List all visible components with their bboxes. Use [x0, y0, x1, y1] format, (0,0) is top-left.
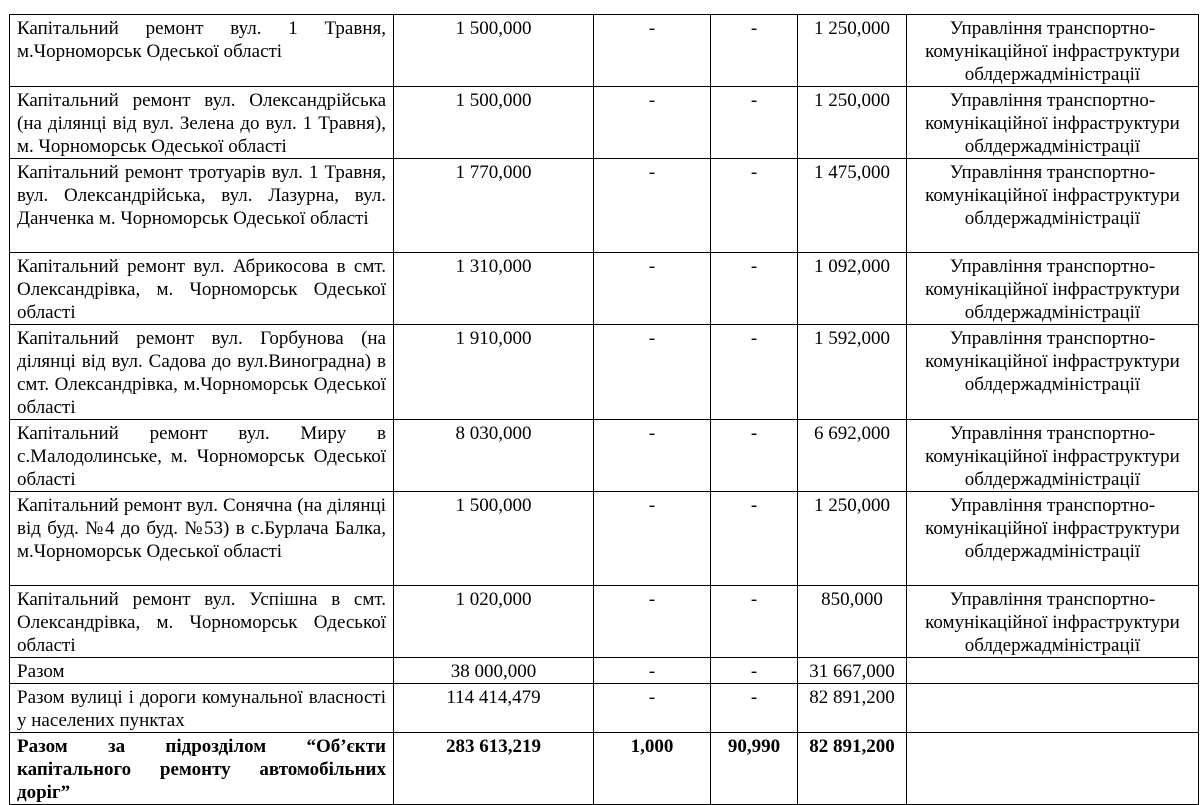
amount-col5-cell: 850,000	[798, 586, 907, 658]
amount-total-cell: 1 500,000	[394, 87, 594, 159]
budget-table	[9, 14, 1199, 805]
amount-col5-cell: 6 692,000	[798, 420, 907, 492]
object-name-cell: Капітальний ремонт вул. Олександрійська (на ділянці від вул. Зелена до вул. 1 Травня), м. Чорноморськ Одеської області	[10, 87, 394, 159]
responsible-org-cell	[907, 733, 1199, 805]
amount-col3-cell: -	[594, 492, 711, 586]
amount-col3-cell: -	[594, 159, 711, 253]
amount-col5-cell: 1 475,000	[798, 159, 907, 253]
amount-total-cell: 114 414,479	[394, 684, 594, 733]
amount-col4-cell: -	[711, 325, 798, 420]
table-row	[10, 492, 1199, 586]
amount-col3-cell: -	[594, 586, 711, 658]
amount-col3-cell: -	[594, 658, 711, 684]
amount-col4-cell: -	[711, 253, 798, 325]
object-name-cell: Капітальний ремонт вул. 1 Травня, м.Чорноморськ Одеської області	[10, 15, 394, 87]
amount-col5-cell: 82 891,200	[798, 733, 907, 805]
table-row	[10, 253, 1199, 325]
responsible-org-cell: Управління транспортно-комунікаційної інфраструктури облдержадміністрації	[907, 325, 1199, 420]
object-name-cell: Капітальний ремонт вул. Горбунова (на ділянці від вул. Садова до вул.Виноградна) в смт. Олександрівка, м.Чорноморськ Одеської області	[10, 325, 394, 420]
table-row	[10, 325, 1199, 420]
amount-col3-cell: -	[594, 15, 711, 87]
amount-col4-cell: -	[711, 658, 798, 684]
amount-col5-cell: 1 092,000	[798, 253, 907, 325]
amount-col4-cell: 90,990	[711, 733, 798, 805]
amount-col4-cell: -	[711, 586, 798, 658]
responsible-org-cell: Управління транспортно-комунікаційної інфраструктури облдержадміністрації	[907, 253, 1199, 325]
object-name-cell: Капітальний ремонт вул. Абрикосова в смт. Олександрівка, м. Чорноморськ Одеської області	[10, 253, 394, 325]
responsible-org-cell	[907, 684, 1199, 733]
amount-col3-cell: -	[594, 87, 711, 159]
amount-total-cell: 38 000,000	[394, 658, 594, 684]
object-name-cell: Капітальний ремонт вул. Сонячна (на ділянці від буд. №4 до буд. №53) в с.Бурлача Балка, м.Чорноморськ Одеської області	[10, 492, 394, 586]
amount-total-cell: 1 500,000	[394, 492, 594, 586]
responsible-org-cell: Управління транспортно-комунікаційної інфраструктури облдержадміністрації	[907, 87, 1199, 159]
subtotal-row	[10, 684, 1199, 733]
responsible-org-cell	[907, 658, 1199, 684]
table-row	[10, 420, 1199, 492]
table-row	[10, 87, 1199, 159]
subtotal-row	[10, 658, 1199, 684]
object-name-cell: Разом	[10, 658, 394, 684]
amount-col4-cell: -	[711, 492, 798, 586]
responsible-org-cell: Управління транспортно-комунікаційної інфраструктури облдержадміністрації	[907, 159, 1199, 253]
amount-total-cell: 1 310,000	[394, 253, 594, 325]
amount-col4-cell: -	[711, 684, 798, 733]
amount-col5-cell: 1 592,000	[798, 325, 907, 420]
amount-col3-cell: -	[594, 325, 711, 420]
object-name-cell: Разом за підрозділом “Об’єкти капітального ремонту автомобільних доріг”	[10, 733, 394, 805]
responsible-org-cell: Управління транспортно-комунікаційної інфраструктури облдержадміністрації	[907, 420, 1199, 492]
amount-col5-cell: 1 250,000	[798, 15, 907, 87]
amount-col4-cell: -	[711, 87, 798, 159]
object-name-cell: Капітальний ремонт тротуарів вул. 1 Травня, вул. Олександрійська, вул. Лазурна, вул. Данченка м. Чорноморськ Одеської області	[10, 159, 394, 253]
amount-col3-cell: -	[594, 684, 711, 733]
amount-col3-cell: -	[594, 420, 711, 492]
responsible-org-cell: Управління транспортно-комунікаційної інфраструктури облдержадміністрації	[907, 492, 1199, 586]
amount-total-cell: 1 500,000	[394, 15, 594, 87]
amount-total-cell: 8 030,000	[394, 420, 594, 492]
amount-total-cell: 1 910,000	[394, 325, 594, 420]
amount-total-cell: 1 770,000	[394, 159, 594, 253]
table-row	[10, 586, 1199, 658]
total-row	[10, 733, 1199, 805]
object-name-cell: Капітальний ремонт вул. Успішна в смт. Олександрівка, м. Чорноморськ Одеської області	[10, 586, 394, 658]
amount-total-cell: 283 613,219	[394, 733, 594, 805]
amount-col3-cell: 1,000	[594, 733, 711, 805]
responsible-org-cell: Управління транспортно-комунікаційної інфраструктури облдержадміністрації	[907, 586, 1199, 658]
table-row	[10, 159, 1199, 253]
amount-col5-cell: 1 250,000	[798, 492, 907, 586]
object-name-cell: Разом вулиці і дороги комунальної власності у населених пунктах	[10, 684, 394, 733]
amount-col3-cell: -	[594, 253, 711, 325]
amount-col4-cell: -	[711, 159, 798, 253]
responsible-org-cell: Управління транспортно-комунікаційної інфраструктури облдержадміністрації	[907, 15, 1199, 87]
amount-total-cell: 1 020,000	[394, 586, 594, 658]
amount-col5-cell: 82 891,200	[798, 684, 907, 733]
amount-col5-cell: 31 667,000	[798, 658, 907, 684]
amount-col4-cell: -	[711, 420, 798, 492]
table-row	[10, 15, 1199, 87]
amount-col4-cell: -	[711, 15, 798, 87]
object-name-cell: Капітальний ремонт вул. Миру в с.Малодолинське, м. Чорноморськ Одеської області	[10, 420, 394, 492]
amount-col5-cell: 1 250,000	[798, 87, 907, 159]
